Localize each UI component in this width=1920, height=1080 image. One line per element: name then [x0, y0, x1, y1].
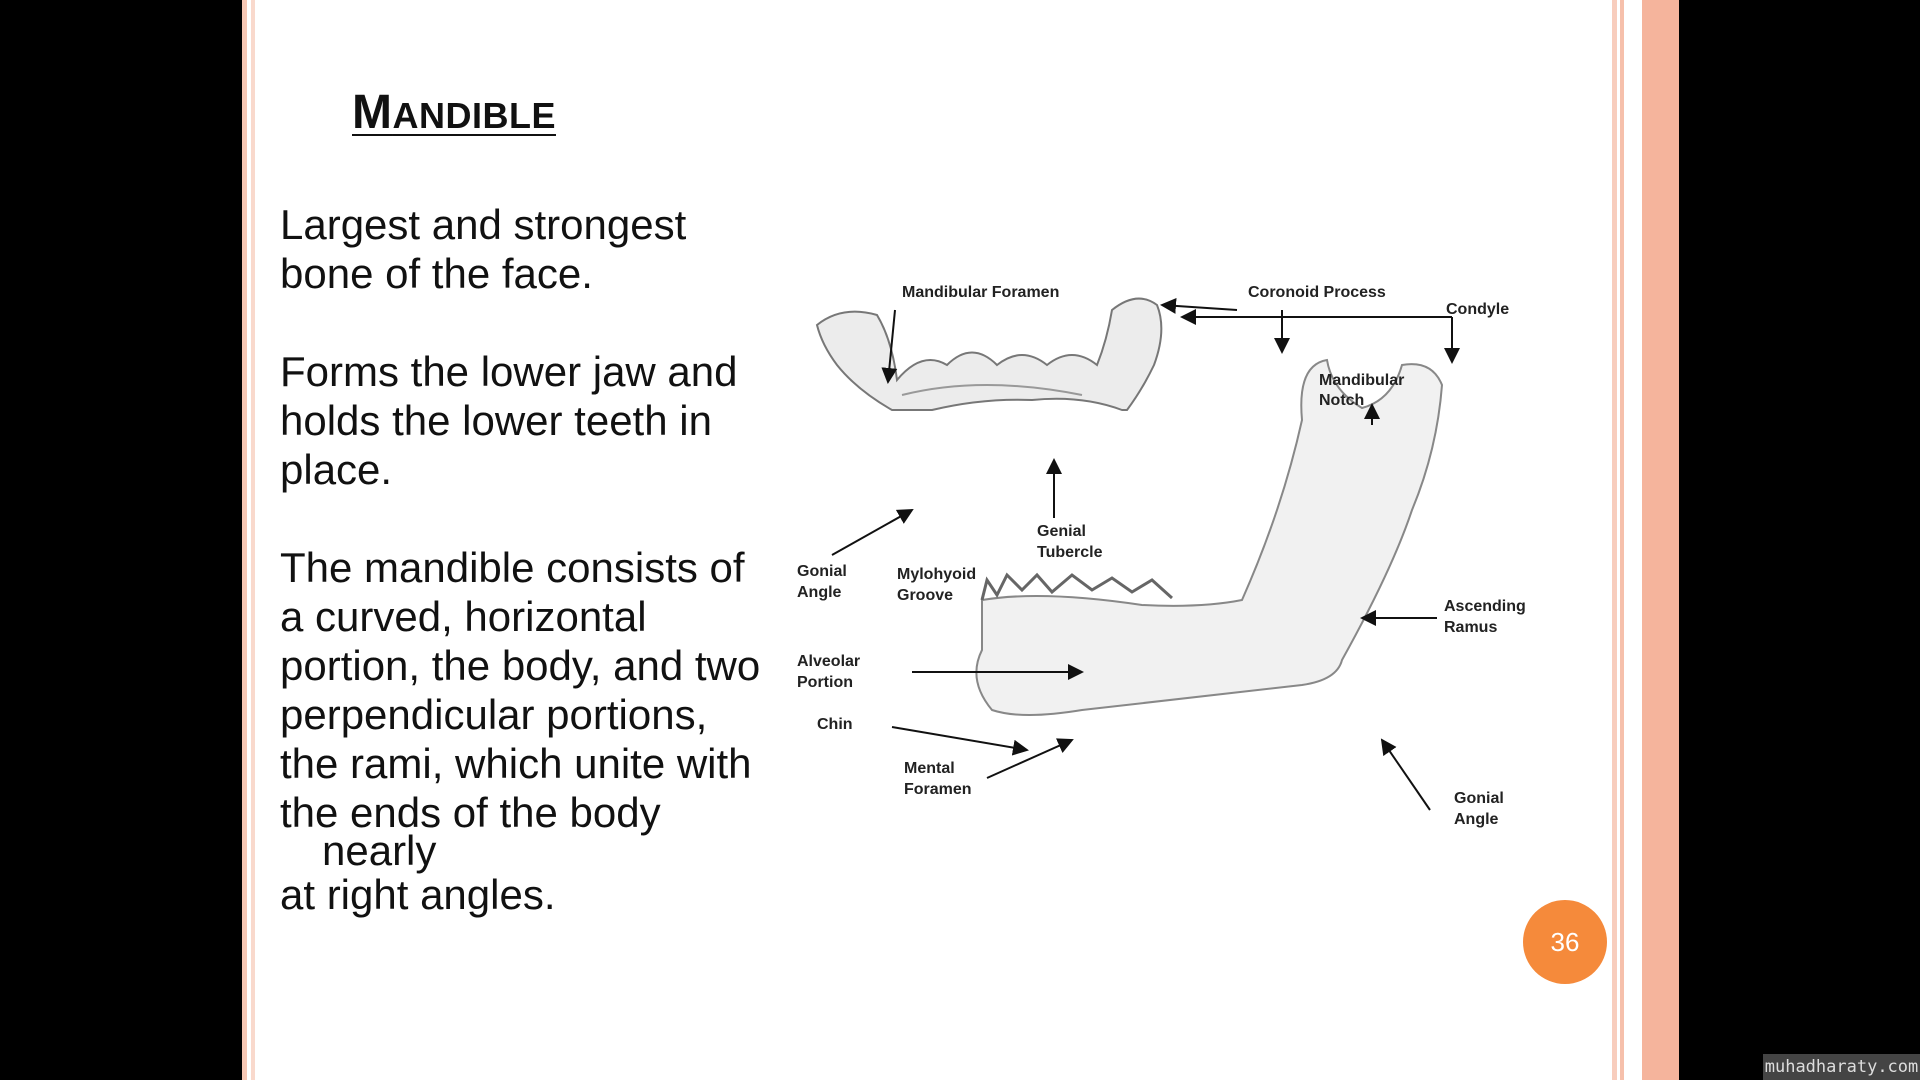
label-gonial-angle-right: Gonial: [1454, 790, 1504, 807]
label-genial-tubercle-2: Tubercle: [1037, 544, 1103, 561]
slide: [242, 0, 1679, 1080]
label-mylohyoid-groove-2: Groove: [897, 587, 954, 604]
label-ascending-ramus: Ascending: [1444, 598, 1526, 615]
page-number-badge: 36: [1523, 900, 1607, 984]
mandible-diagram: [782, 270, 1602, 850]
label-gonial-angle-left-2: Angle: [797, 584, 842, 601]
right-border-stripe-thin: [1612, 0, 1617, 1080]
slide-title: MANDIBLE: [352, 86, 556, 139]
label-genial-tubercle: Genial: [1037, 523, 1086, 540]
right-border-stripe-thin-2: [1620, 0, 1624, 1080]
watermark: muhadharaty.com: [1763, 1054, 1920, 1080]
label-mental-foramen: Mental: [904, 760, 955, 777]
label-mandibular-foramen: Mandibular Foramen: [902, 284, 1060, 301]
label-ascending-ramus-2: Ramus: [1444, 619, 1498, 636]
label-mylohyoid-groove: Mylohyoid: [897, 566, 977, 583]
label-coronoid-process: Coronoid Process: [1248, 284, 1386, 301]
label-mental-foramen-2: Foramen: [904, 781, 972, 798]
paragraph-consists: The mandible consists of a curved, horizontal portion, the body, and two perpendicular portions, the rami, which unite with the ends of the body: [280, 544, 761, 836]
paragraph-nearly: nearly: [322, 827, 437, 874]
right-border-stripe-wide: [1642, 0, 1679, 1080]
label-mandibular-notch-2: Notch: [1319, 392, 1365, 409]
label-gonial-angle-right-2: Angle: [1454, 811, 1499, 828]
left-border-stripe: [242, 0, 247, 1080]
mandible-top-view: [817, 299, 1161, 410]
paragraph-right-angles: at right angles.: [280, 871, 556, 918]
label-chin: Chin: [817, 716, 853, 733]
paragraph-largest: Largest and strongest bone of the face.: [280, 201, 687, 297]
label-alveolar-portion: Alveolar: [797, 653, 861, 670]
left-border-stripe-inner: [251, 0, 255, 1080]
label-gonial-angle-left: Gonial: [797, 563, 847, 580]
label-alveolar-portion-2: Portion: [797, 674, 853, 691]
label-condyle: Condyle: [1446, 301, 1510, 318]
paragraph-lower-jaw: Forms the lower jaw and holds the lower teeth in place.: [280, 348, 738, 493]
label-mandibular-notch: Mandibular: [1319, 372, 1405, 389]
